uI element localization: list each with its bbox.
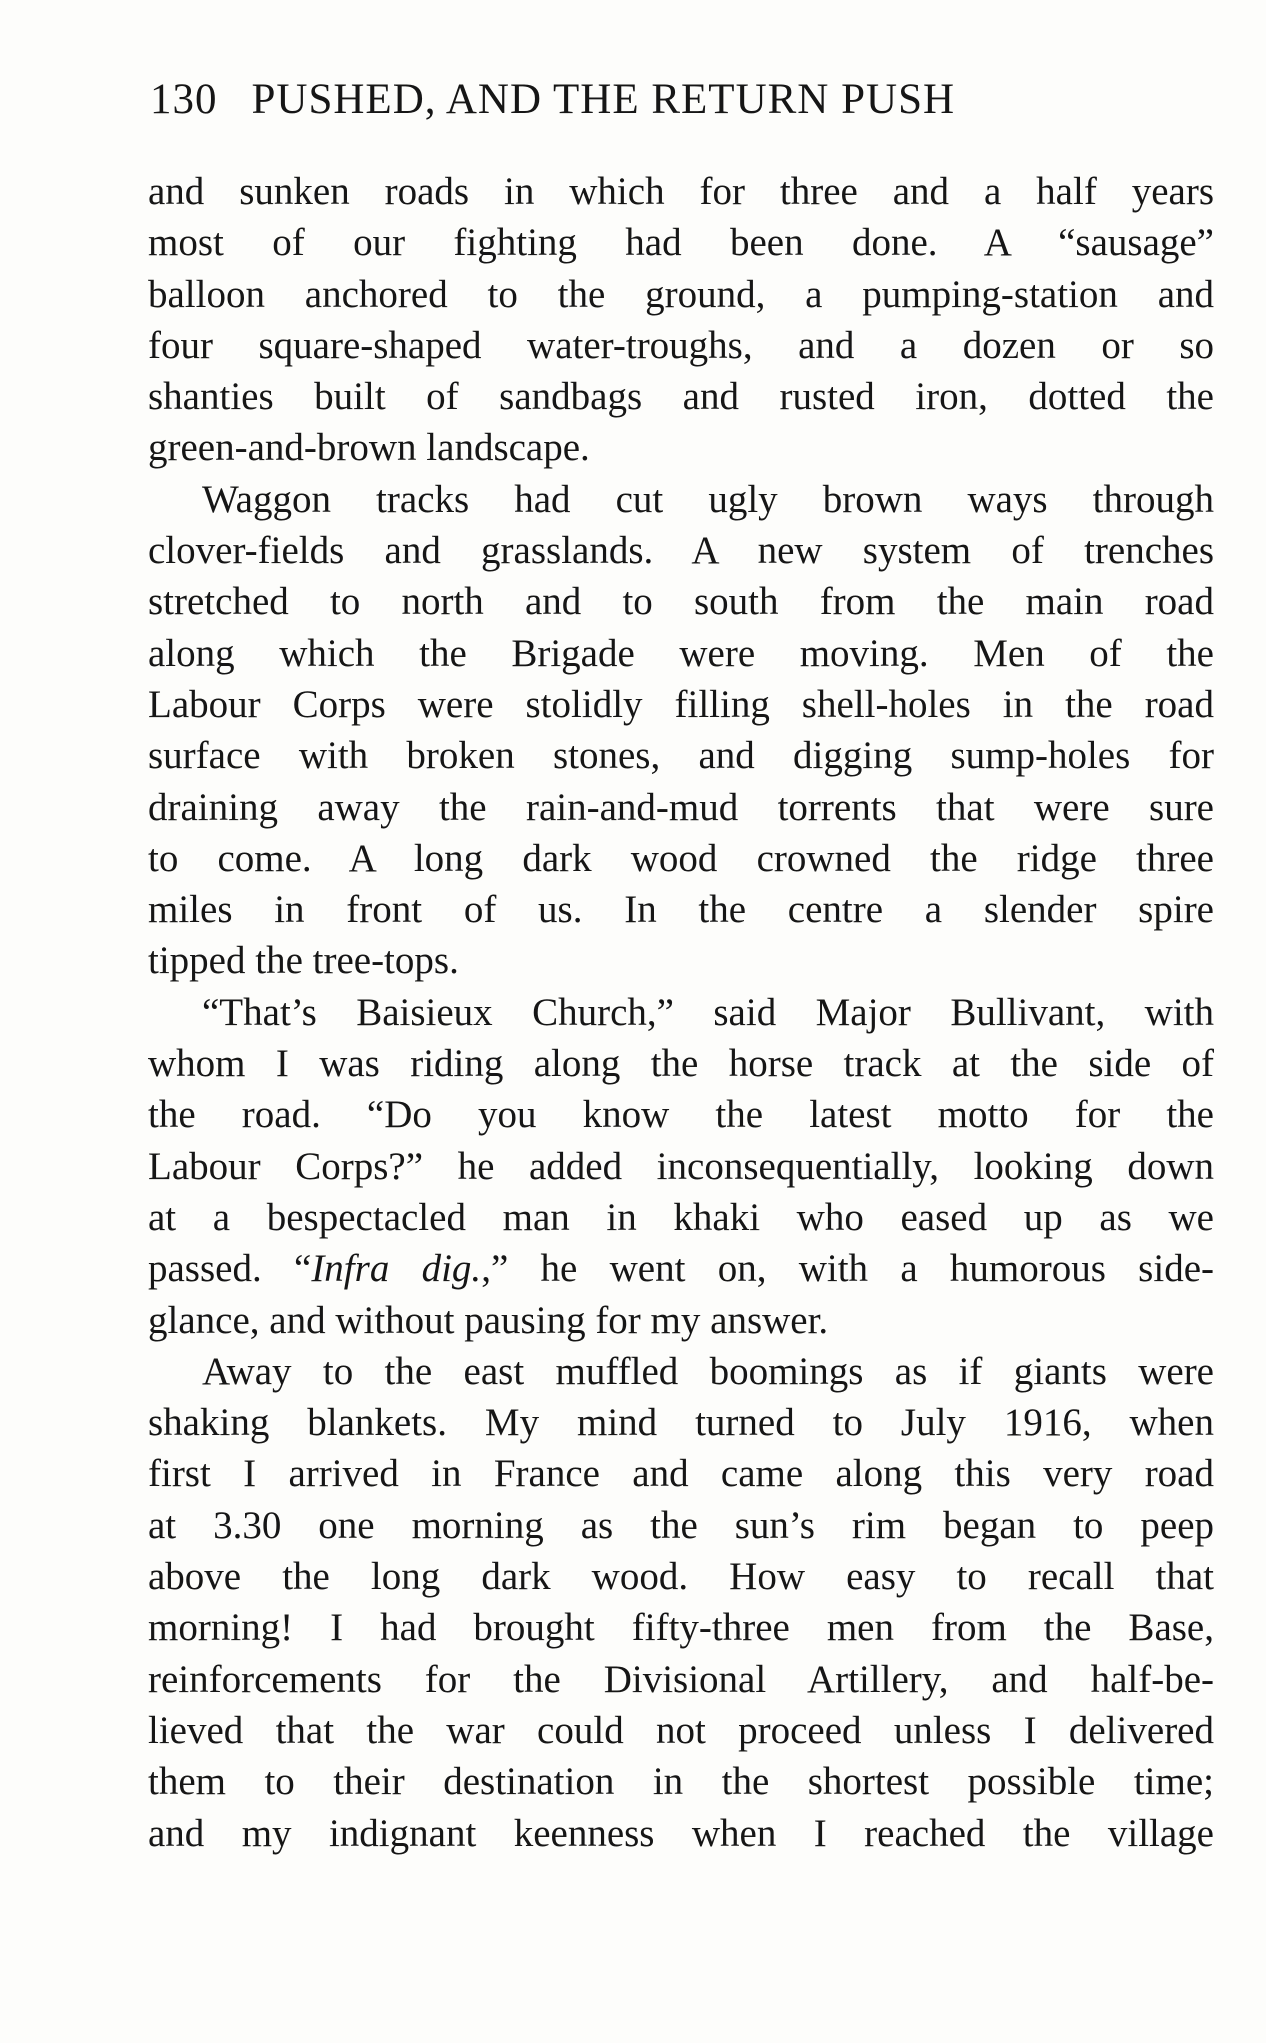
text-line: draining away the rain-and-mud torrents that were sure: [148, 785, 1214, 829]
text-line: whom I was riding along the horse track at the side of: [148, 1042, 1214, 1086]
paragraph-2: [148, 474, 1214, 987]
text-line: Labour Corps were stolidly filling shell-holes in the road: [148, 682, 1214, 726]
running-title: PUSHED, AND THE RETURN PUSH: [251, 76, 956, 123]
text-line: lieved that the war could not proceed unless I delivered: [148, 1708, 1214, 1752]
text-line: reinforcements for the Divisional Artillery, and half-be-: [148, 1657, 1214, 1701]
body-text: [148, 166, 1214, 1859]
paragraph-1: [148, 166, 1214, 474]
text-line: along which the Brigade were moving. Men of the: [148, 631, 1214, 675]
page-number: 130: [150, 76, 218, 123]
text-line: clover-fields and grasslands. A new system of trenches: [148, 529, 1214, 573]
text-line: shaking blankets. My mind turned to July 1916, when: [148, 1401, 1214, 1445]
text-line: glance, and without pausing for my answer.: [148, 1298, 829, 1342]
text-line: Away to the east muffled boomings as if giants were: [202, 1349, 1214, 1393]
text-segment: passed. “: [148, 1247, 312, 1291]
text-line: at a bespectacled man in khaki who eased up as we: [148, 1195, 1214, 1239]
text-line: miles in front of us. In the centre a slender spire: [148, 888, 1214, 932]
paragraph-4: [148, 1346, 1214, 1859]
running-head: [150, 70, 1200, 130]
text-line: Waggon tracks had cut ugly brown ways through: [202, 477, 1214, 521]
text-line: surface with broken stones, and digging sump-holes for: [148, 734, 1214, 778]
text-line: them to their destination in the shortest possible time;: [148, 1760, 1214, 1804]
text-line: above the long dark wood. How easy to recall that: [148, 1555, 1214, 1599]
text-line: first I arrived in France and came along this very road: [148, 1452, 1214, 1496]
italic-phrase: Infra dig.: [311, 1247, 482, 1291]
text-line: the road. “Do you know the latest motto for the: [148, 1093, 1214, 1137]
paragraph-3: [148, 987, 1214, 1346]
text-line: shanties built of sandbags and rusted iron, dotted the: [148, 375, 1214, 419]
text-line: most of our fighting had been done. A “sausage”: [148, 221, 1214, 265]
text-segment: ,” he went on, with a humorous side-: [481, 1247, 1214, 1291]
text-line: and my indignant keenness when I reached the village: [148, 1811, 1214, 1855]
text-line: and sunken roads in which for three and a half years: [148, 170, 1214, 213]
text-line: to come. A long dark wood crowned the ridge three: [148, 836, 1214, 880]
text-line: “That’s Baisieux Church,” said Major Bullivant, with: [202, 990, 1214, 1034]
text-line: at 3.30 one morning as the sun’s rim began to peep: [148, 1503, 1214, 1547]
text-line: four square-shaped water-troughs, and a dozen or so: [148, 323, 1214, 367]
text-line: tipped the tree-tops.: [148, 939, 459, 983]
text-line: [148, 1243, 1214, 1294]
text-line: stretched to north and to south from the main road: [148, 580, 1214, 624]
text-line: balloon anchored to the ground, a pumping-station and: [148, 272, 1214, 316]
text-line: green-and-brown landscape.: [148, 426, 590, 470]
text-line: Labour Corps?” he added inconsequentially, looking down: [148, 1144, 1214, 1188]
text-line: morning! I had brought fifty-three men from the Base,: [148, 1606, 1214, 1650]
